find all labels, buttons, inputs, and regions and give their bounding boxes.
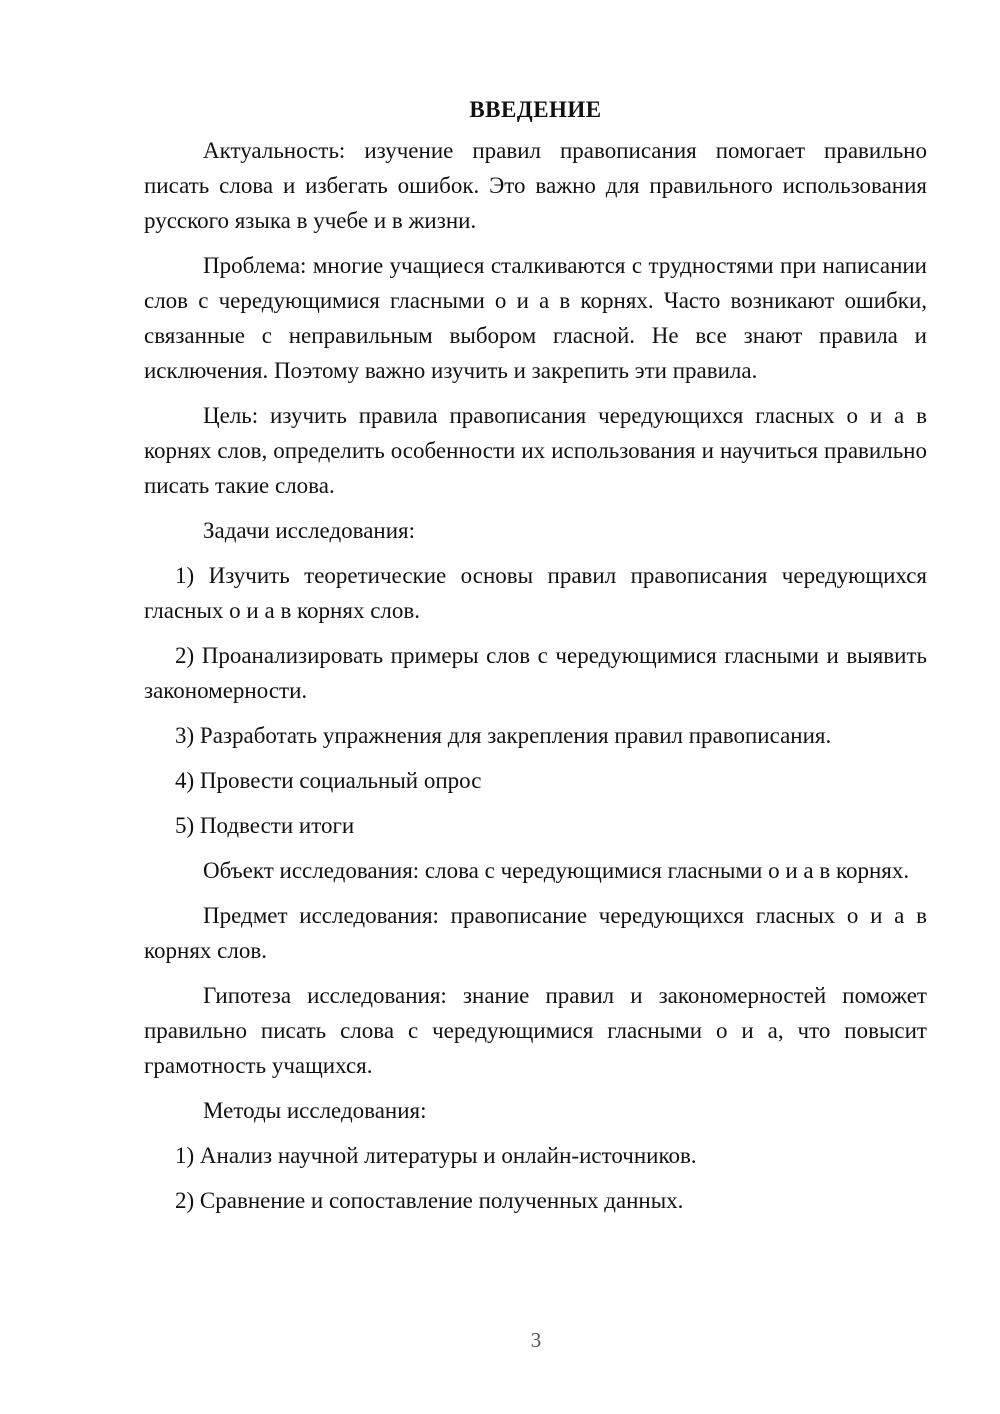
task-item-5: 5) Подвести итоги (175, 813, 355, 838)
page-title: ВВЕДЕНИЕ (469, 97, 602, 122)
task-item-2: 2) Проанализировать примеры слов с чередующимися гласными и выявить закономерности. (144, 643, 927, 703)
subject-paragraph: Предмет исследования: правописание чередующихся гласных о и а в корнях слов. (144, 903, 927, 963)
page-content (144, 92, 927, 1228)
task-item-3: 3) Разработать упражнения для закрепления правил правописания. (175, 723, 832, 748)
tasks-heading: Задачи исследования: (203, 518, 416, 543)
hypothesis-paragraph: Гипотеза исследования: знание правил и закономерностей поможет правильно писать слова с чередующимися гласными о и а, что повысит грамотность учащихся. (144, 983, 927, 1078)
task-item-1: 1) Изучить теоретические основы правил правописания чередующихся гласных о и а в корнях слов. (144, 563, 927, 623)
page-number: 3 (530, 1328, 542, 1352)
problem-paragraph: Проблема: многие учащиеся сталкиваются с трудностями при написании слов с чередующимися гласными о и а в корнях. Часто возникают ошибки, связанные с неправильным выбором гласной. Не все знают правила и исключения. Поэтому важно изучить и закрепить эти правила. (144, 253, 927, 383)
relevance-paragraph: Актуальность: изучение правил правописания помогает правильно писать слова и избегать ошибок. Это важно для правильного использования русского языка в учебе и в жизни. (144, 138, 927, 233)
method-item-1: 1) Анализ научной литературы и онлайн-источников. (175, 1143, 697, 1168)
method-item-2: 2) Сравнение и сопоставление полученных данных. (175, 1188, 684, 1213)
goal-paragraph: Цель: изучить правила правописания чередующихся гласных о и а в корнях слов, определить особенности их использования и научиться правильно писать такие слова. (144, 403, 927, 498)
methods-heading: Методы исследования: (203, 1098, 427, 1123)
task-item-4: 4) Провести социальный опрос (175, 768, 482, 793)
object-paragraph: Объект исследования: слова с чередующимися гласными о и а в корнях. (203, 858, 910, 883)
